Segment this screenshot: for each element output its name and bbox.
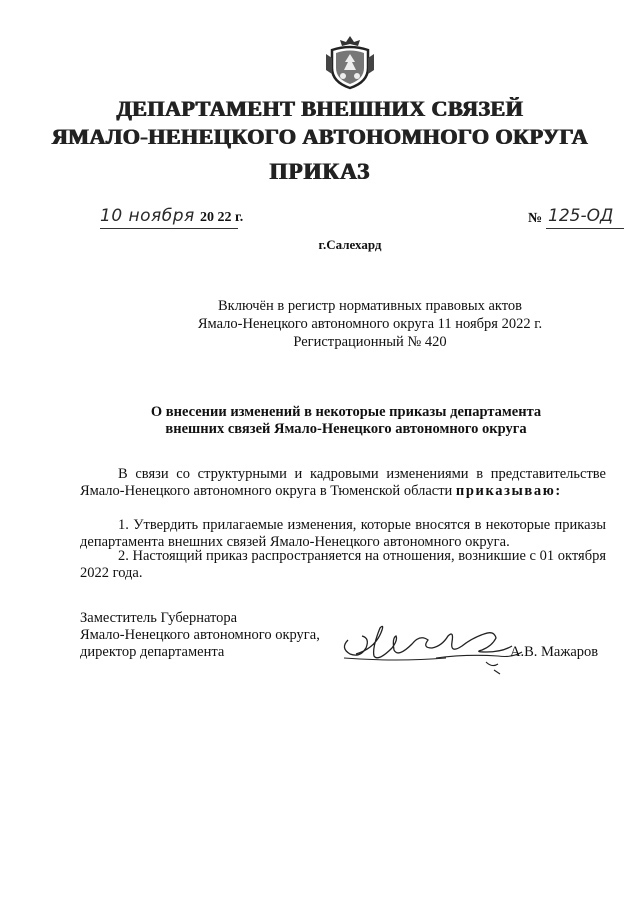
city-name: г.Салехард [318,237,382,252]
number-sign: № [528,211,543,226]
handwritten-number: 125-ОД [548,206,614,226]
date-year: 20 22 г. [200,210,244,225]
handwritten-signature-icon [336,618,536,680]
date-underline [100,228,238,229]
document-type-title: ПРИКАЗ [269,159,371,184]
subject-line2: внешних связей Ямало-Ненецкого автономного округа [165,421,527,437]
preamble-keyword: приказываю: [455,483,562,499]
department-name-line1: ДЕПАРТАМЕНТ ВНЕШНИХ СВЯЗЕЙ [116,96,524,121]
registration-line1: Включён в регистр нормативных правовых актов [218,298,522,314]
signatory-position [80,610,320,661]
position-line1: Заместитель Губернатора [80,610,238,626]
department-name-line2: ЯМАЛО-НЕНЕЦКОГО АВТОНОМНОГО ОКРУГА [51,124,589,149]
order-item-1: 1. Утвердить прилагаемые изменения, которые вносятся в некоторые приказы департамента внешних связей Ямало-Ненецкого автономного округа. [80,517,606,550]
order-number [528,206,628,234]
order-date [100,206,250,234]
preamble-paragraph [80,466,606,500]
preamble-text: В связи со структурными и кадровыми изменениями в представительстве Ямало-Ненецкого автономного округа в Тюменской области [80,466,606,499]
number-underline [546,228,624,229]
signatory-name: А.В. Мажаров [510,644,599,660]
handwritten-date: 10 ноября [100,206,195,226]
coat-of-arms-icon [322,34,378,90]
subject-line1: О внесении изменений в некоторые приказы департамента [150,404,542,420]
position-line2: Ямало-Ненецкого автономного округа, [80,627,320,643]
position-line3: директор департамента [80,644,225,660]
registration-line2: Ямало-Ненецкого автономного округа 11 ноября 2022 г. [197,316,543,332]
registration-line3: Регистрационный № 420 [293,334,447,350]
order-item-2: 2. Настоящий приказ распространяется на отношения, возникшие с 01 октября 2022 года. [80,548,606,581]
